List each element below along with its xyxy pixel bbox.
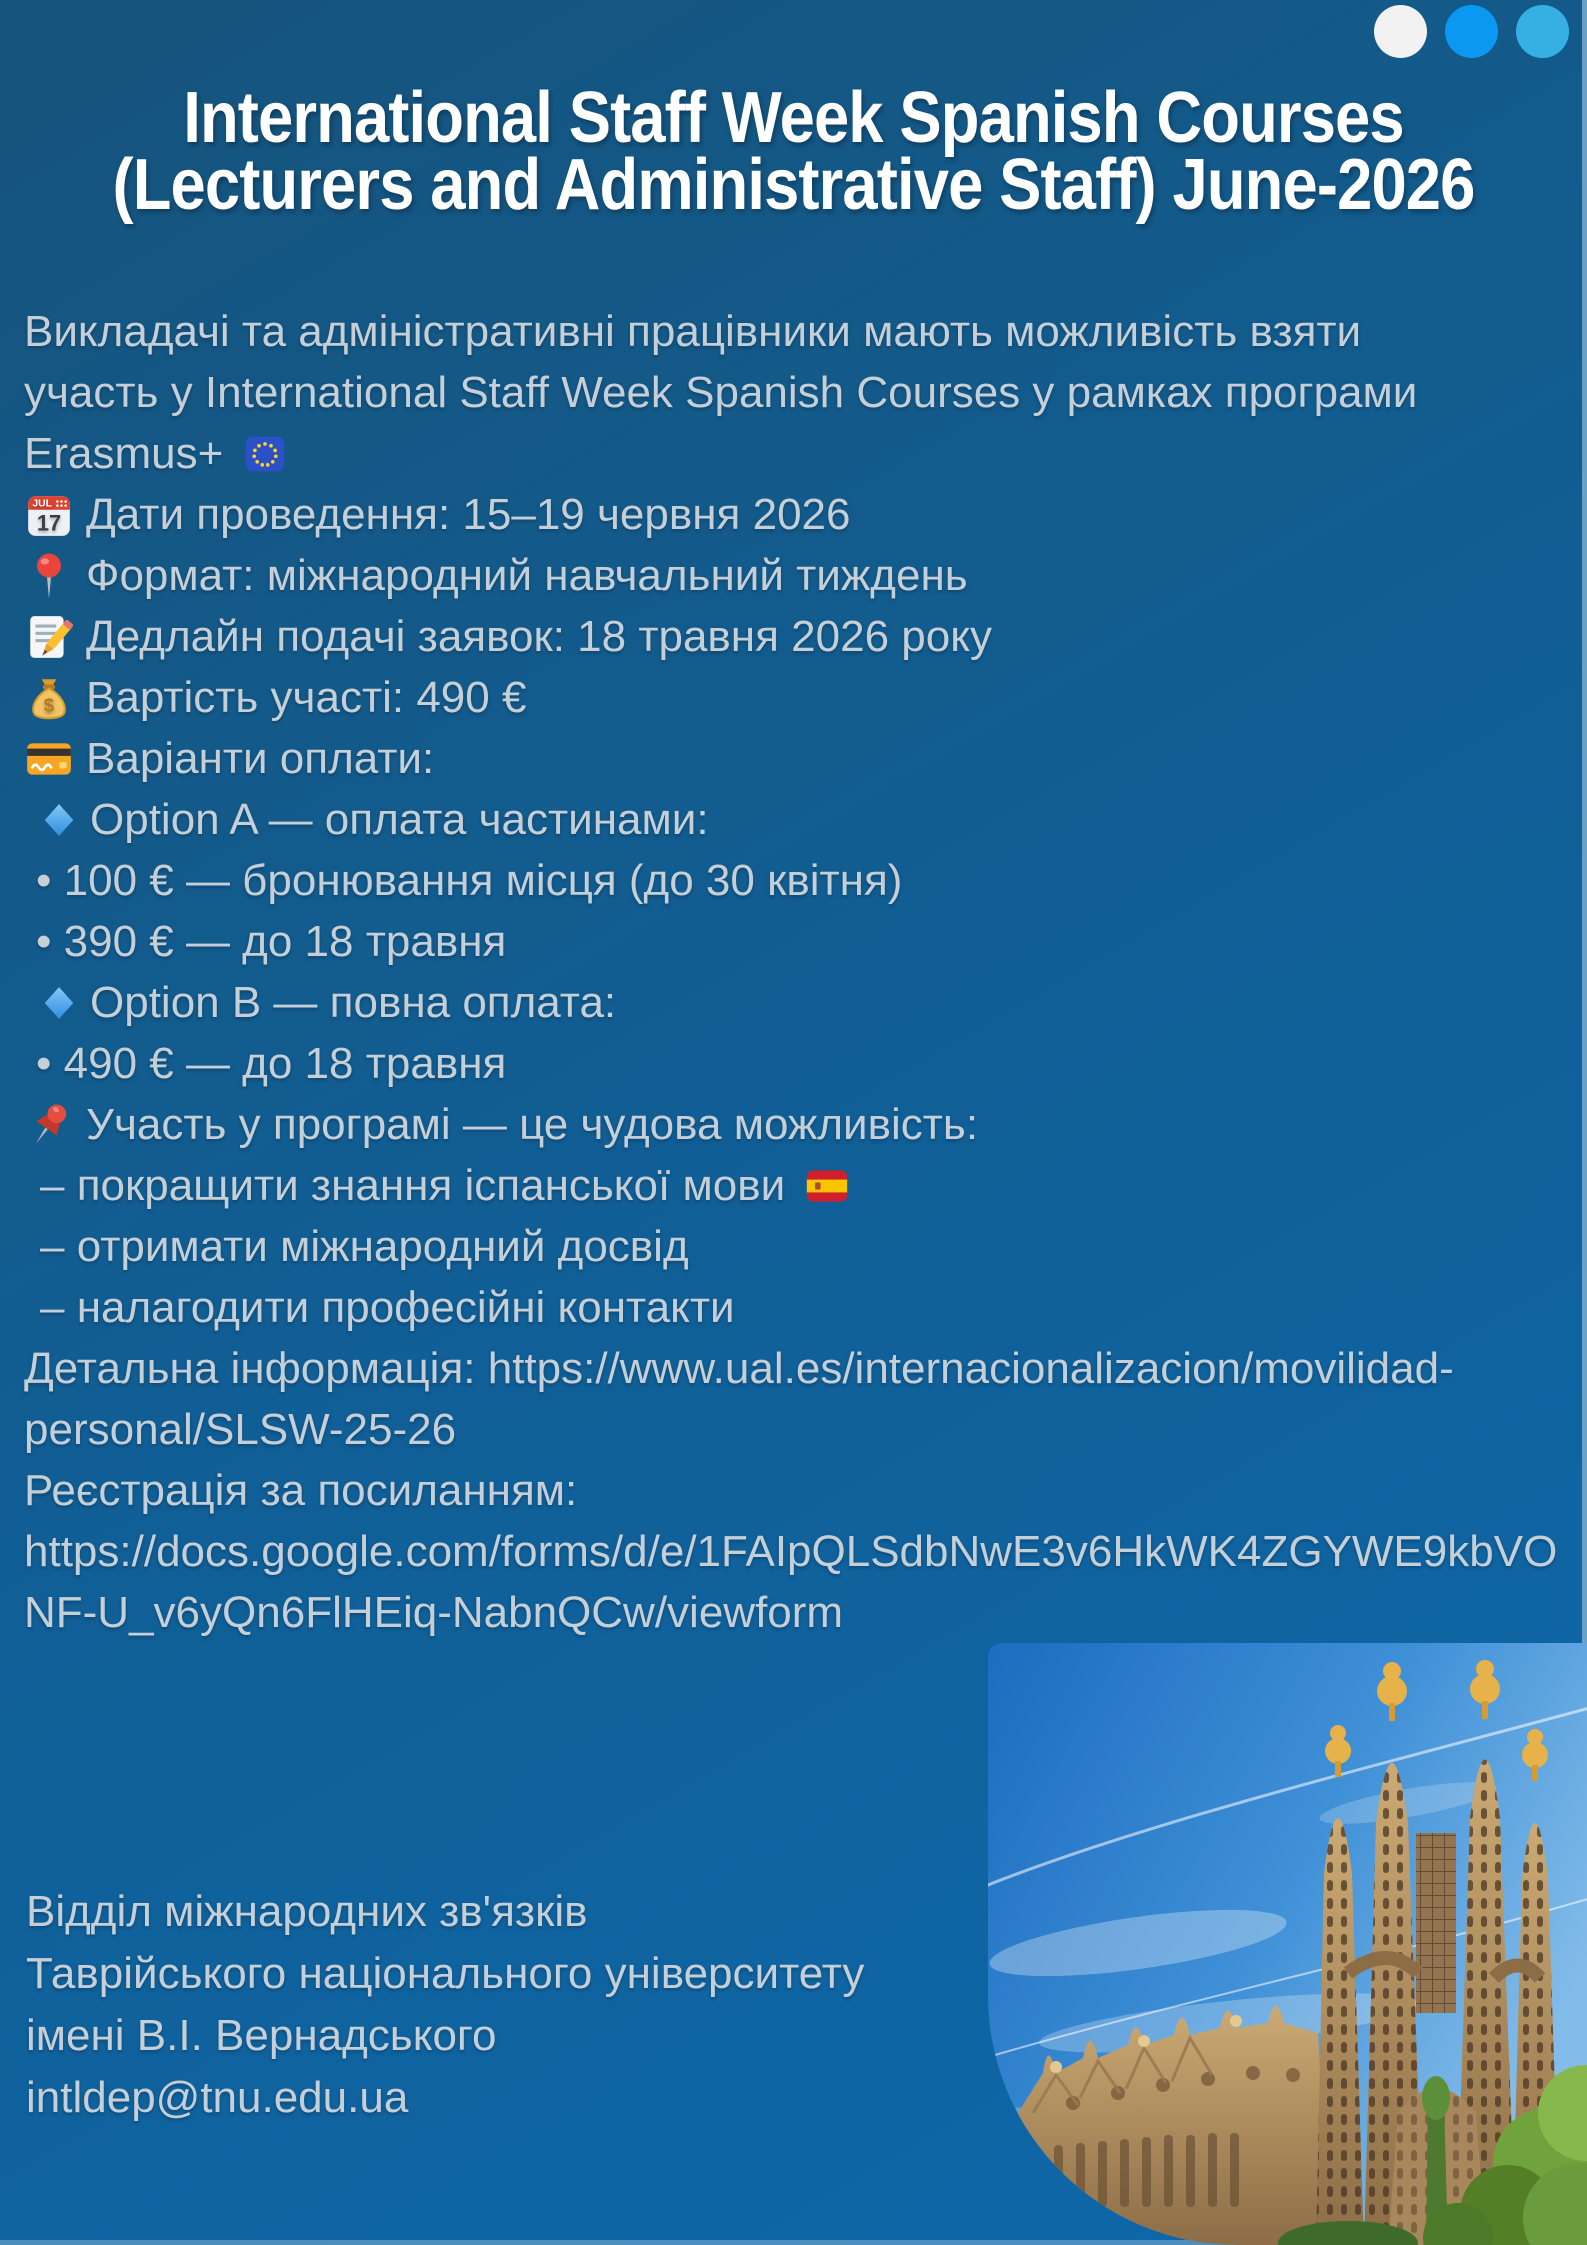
contact-email[interactable] [26,2067,864,2129]
intro-line [24,362,1564,423]
pushpin-icon [24,1100,74,1150]
registration-link-line2[interactable] [24,1582,1564,1643]
intro-text: Erasmus+ [24,428,224,478]
details-link-text[interactable]: Детальна інформація: https://www.ual.es/internacionalizacion/movilidad- [24,1343,1454,1393]
credit-card-icon [24,734,74,784]
benefit-text: – отримати міжнародний досвід [40,1221,689,1271]
page-title-line1: International Staff Week Spanish Courses [183,78,1404,158]
details-link-line2[interactable] [24,1399,1564,1460]
page-title [0,78,1587,225]
small-blue-diamond-icon [40,984,78,1022]
page-title-line2: (Lecturers and Administrative Staff) June-2026 [112,145,1475,225]
contact-text: імені В.І. Вернадського [26,2011,497,2060]
intro-text: участь у International Staff Week Spanish Courses у рамках програми [24,367,1418,417]
calendar-day-label: 17 [36,510,62,536]
dot-cyan [1516,5,1569,58]
money-symbol: $ [43,694,55,716]
contact-university-name [26,2005,864,2067]
registration-link-line1[interactable] [24,1521,1564,1582]
info-line-dates [24,484,1564,545]
round-pushpin-icon [24,551,74,601]
poster-body [24,301,1564,1643]
info-line-format [24,545,1564,606]
option-a-item [24,911,1564,972]
info-line-cost [24,667,1564,728]
spain-flag-icon [805,1164,849,1208]
details-link-line1[interactable] [24,1338,1564,1399]
benefit-line-spanish [24,1155,1564,1216]
contact-block [26,1881,864,2129]
option-item-text: • 390 € — до 18 травня [36,916,507,966]
registration-link-text[interactable]: NF-U_v6yQn6FlHEiq-NabnQCw/viewform [24,1587,844,1637]
info-text-deadline: Дедлайн подачі заявок: 18 травня 2026 року [86,611,992,661]
sagrada-familia-photo [988,1643,1587,2245]
benefit-text: – покращити знання іспанської мови [40,1160,786,1210]
memo-icon [24,612,74,662]
intro-line-erasmus [24,423,1564,484]
info-text-payment-options: Варіанти оплати: [86,733,435,783]
option-a-text: Option A — оплата частинами: [90,794,709,844]
registration-link-text[interactable]: https://docs.google.com/forms/d/e/1FAIpQLSdbNwE3v6HkWK4ZGYWE9kbVO [24,1526,1558,1576]
option-b-text: Option B — повна оплата: [90,977,617,1027]
info-line-payment-options [24,728,1564,789]
dot-white [1374,5,1427,58]
info-text-cost: Вартість участі: 490 € [86,672,527,722]
calendar-icon [24,490,74,540]
option-b-item [24,1033,1564,1094]
small-blue-diamond-icon [40,801,78,839]
benefit-line-contacts [24,1277,1564,1338]
info-text-format: Формат: міжнародний навчальний тиждень [86,550,968,600]
contact-text: Таврійського національного університету [26,1949,865,1998]
registration-label-text: Реєстрація за посиланням: [24,1465,578,1515]
intro-text: Викладачі та адміністративні працівники мають можливість взяти [24,306,1362,356]
registration-label-line [24,1460,1564,1521]
option-b-line [24,972,1564,1033]
dot-blue [1445,5,1498,58]
intro-line [24,301,1564,362]
option-item-text: • 490 € — до 18 травня [36,1038,507,1088]
money-bag-icon [24,673,74,723]
contact-university [26,1943,864,2005]
benefits-heading-text: Участь у програмі — це чудова можливість: [86,1099,979,1149]
contact-department [26,1881,864,1943]
contact-email-text[interactable]: intldep@tnu.edu.ua [26,2073,409,2122]
calendar-month-label: JUL [32,498,53,510]
option-a-line [24,789,1564,850]
option-a-item [24,850,1564,911]
benefit-line-experience [24,1216,1564,1277]
info-line-deadline [24,606,1564,667]
decorative-dots [1374,5,1569,58]
option-item-text: • 100 € — бронювання місця (до 30 квітня) [36,855,903,905]
details-link-text[interactable]: personal/SLSW-25-26 [24,1404,457,1454]
benefit-text: – налагодити професійні контакти [40,1282,735,1332]
contact-text: Відділ міжнародних зв'язків [26,1887,588,1936]
eu-flag-icon [243,432,287,476]
benefits-heading-line [24,1094,1564,1155]
info-text-dates: Дати проведення: 15–19 червня 2026 [86,489,851,539]
